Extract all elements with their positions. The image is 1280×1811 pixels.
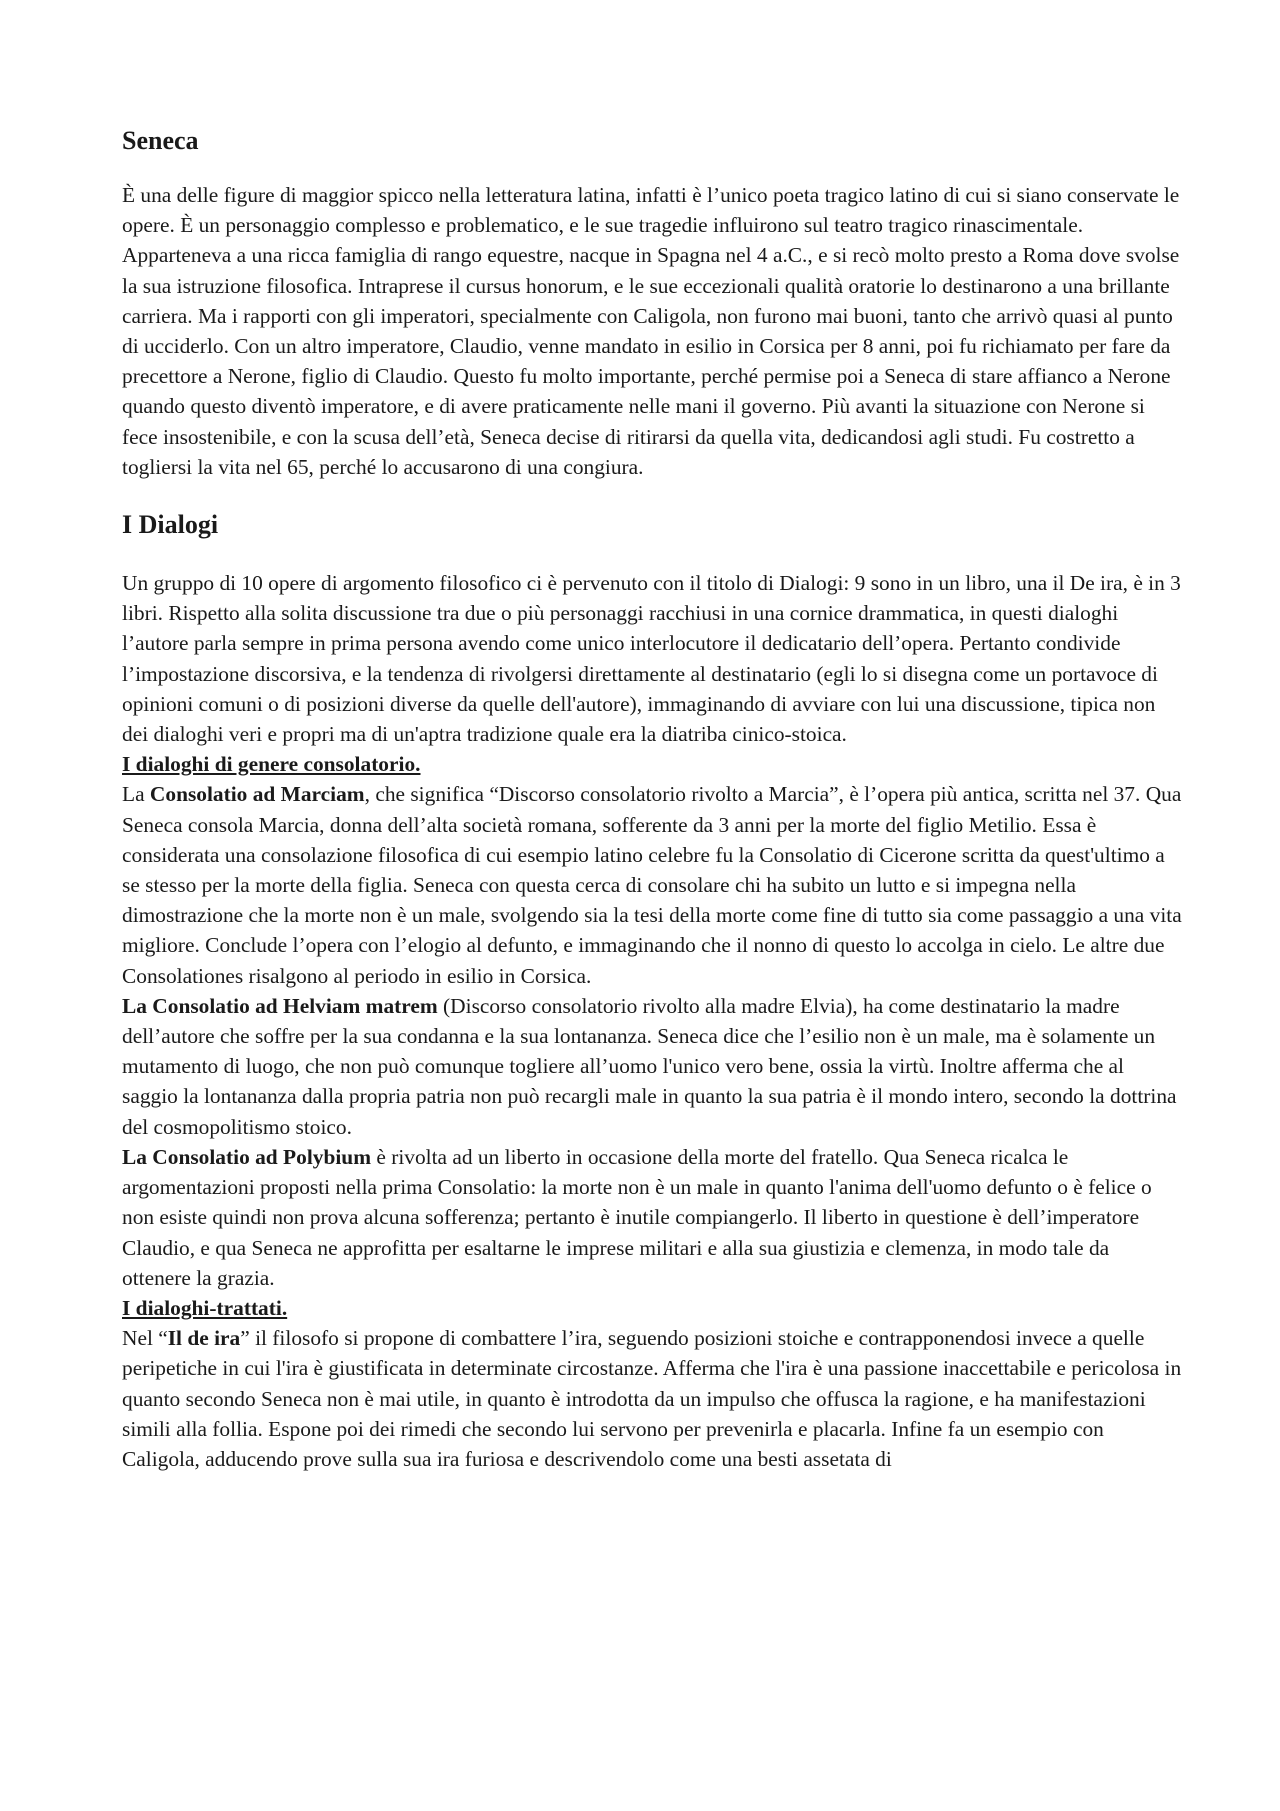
paragraph-consolatio-helviam [122, 991, 1182, 1142]
paragraph-consolatio-polybium [122, 1142, 1182, 1293]
marciam-text: , che significa “Discorso consolatorio rivolto a Marcia”, è l’opera più antica, scritta nel 37. Qua Seneca consola Marcia, donna dell’alta società romana, sofferente da 3 anni per la morte del figlio Metilio. Essa è considerata una consolazione filosofica di cui esempio latino celebre fu la Consolatio di Cicerone scritta da quest'ultimo a se stesso per la morte della figlia. Seneca con questa cerca di consolare chi ha subito un lutto e si impegna nella dimostrazione che la morte non è un male, svolgendo sia la tesi della morte come fine di tutto sia come passaggio a una vita migliore. Conclude l’opera con l’elogio al defunto, e immaginando che il nonno di questo lo accolga in cielo. Le altre due Consolationes risalgono al periodo in esilio in Corsica. [122, 782, 1182, 988]
work-title-helviam: La Consolatio ad Helviam matrem [122, 993, 438, 1018]
helviam-text: (Discorso consolatorio rivolto alla madre Elvia), ha come destinatario la madre dell’autore che soffre per la sua condanna e la sua lontananza. Seneca dice che l’esilio non è un male, ma è solamente un mutamento di luogo, che non può comunque togliere all’uomo l'unico vero bene, ossia la virtù. Inoltre afferma che al saggio la lontananza dalla propria patria non può recargli male in quanto la sua patria è il mondo intero, secondo la dottrina del cosmopolitismo stoico. [122, 993, 1177, 1139]
work-title-marciam: Consolatio ad Marciam [149, 782, 365, 807]
paragraph-de-ira [122, 1323, 1182, 1474]
ira-text: ” il filosofo si propone di combattere l’ira, seguendo posizioni stoiche e contrapponendosi invece a quelle peripetiche in cui l'ira è giustificata in determinate circostanze. Afferma che l'ira è una passione inaccettabile e pericolosa in quanto secondo Seneca non è mai utile, in quanto è introdotta da un impulso che offusca la ragione, e ha manifestazioni simili alla follia. Espone poi dei rimedi che secondo lui servono per prevenirla e placarla. Infine fa un esempio con Caligola, adducendo prove sulla sua ira furiosa e descrivendolo come una besti assetata di [122, 1326, 1182, 1471]
document-page [122, 124, 1182, 1474]
work-title-de-ira: Il de ira [167, 1326, 241, 1351]
subheading-trattati: I dialoghi-trattati. [122, 1295, 288, 1320]
ira-prefix: Nel “ [122, 1326, 168, 1351]
paragraph-seneca-biography: È una delle figure di maggior spicco nella letteratura latina, infatti è l’unico poeta tragico latino di cui si siano conservate le opere. È un personaggio complesso e problematico, e le sue tragedie influirono sul teatro tragico rinascimentale. Apparteneva a una ricca famiglia di rango equestre, nacque in Spagna nel 4 a.C., e si recò molto presto a Roma dove svolse la sua istruzione filosofica. Intraprese il cursus honorum, e le sue eccezionali qualità oratorie lo destinarono a una brillante carriera. Ma i rapporti con gli imperatori, specialmente con Caligola, non furono mai buoni, tanto che arrivò quasi al punto di ucciderlo. Con un altro imperatore, Claudio, venne mandato in esilio in Corsica per 8 anni, poi fu richiamato per fare da precettore a Nerone, figlio di Claudio. Questo fu molto importante, perché permise poi a Seneca di stare affianco a Nerone quando questo diventò imperatore, e di avere praticamente nelle mani il governo. Più avanti la situazione con Nerone si fece insostenibile, e con la scusa dell’età, Seneca decise di ritirarsi da quella vita, dedicandosi agli studi. Fu costretto a togliersi la vita nel 65, perché lo accusarono di una congiura. [122, 183, 1180, 479]
polybium-text: è rivolta ad un liberto in occasione della morte del fratello. Qua Seneca ricalca le argomentazioni proposti nella prima Consolatio: la morte non è un male in quanto l'anima dell'uomo defunto o è felice o non esiste quindi non prova alcuna sofferenza; pertanto è inutile compiangerlo. Il liberto in questione è dell’imperatore Claudio, e qua Seneca ne approfitta per esaltarne le imprese militari e alla sua giustizia e clemenza, in modo tale da ottenere la grazia. [122, 1144, 1152, 1290]
section-title-seneca: Seneca [122, 126, 199, 155]
paragraph-consolatio-marciam [122, 779, 1182, 990]
marciam-prefix: La [122, 782, 150, 807]
paragraph-dialogi-intro: Un gruppo di 10 opere di argomento filosofico ci è pervenuto con il titolo di Dialogi: 9 sono in un libro, una il De ira, è in 3 libri. Rispetto alla solita discussione tra due o più personaggi racchiusi in una cornice drammatica, in questi dialoghi l’autore parla sempre in prima persona avendo come unico interlocutore il dedicatario dell’opera. Pertanto condivide l’impostazione discorsiva, e la tendenza di rivolgersi direttamente al destinatario (egli lo si disegna come un portavoce di opinioni comuni o di posizioni diverse da quelle dell'autore), immaginando di avviare con lui una discussione, tipica non dei dialoghi veri e propri ma di un'aptra tradizione quale era la diatriba cinico-stoica. [122, 571, 1181, 747]
subheading-consolatorio: I dialoghi di genere consolatorio. [122, 752, 421, 777]
work-title-polybium: La Consolatio ad Polybium [122, 1144, 372, 1169]
section-title-dialogi: I Dialogi [122, 510, 219, 540]
